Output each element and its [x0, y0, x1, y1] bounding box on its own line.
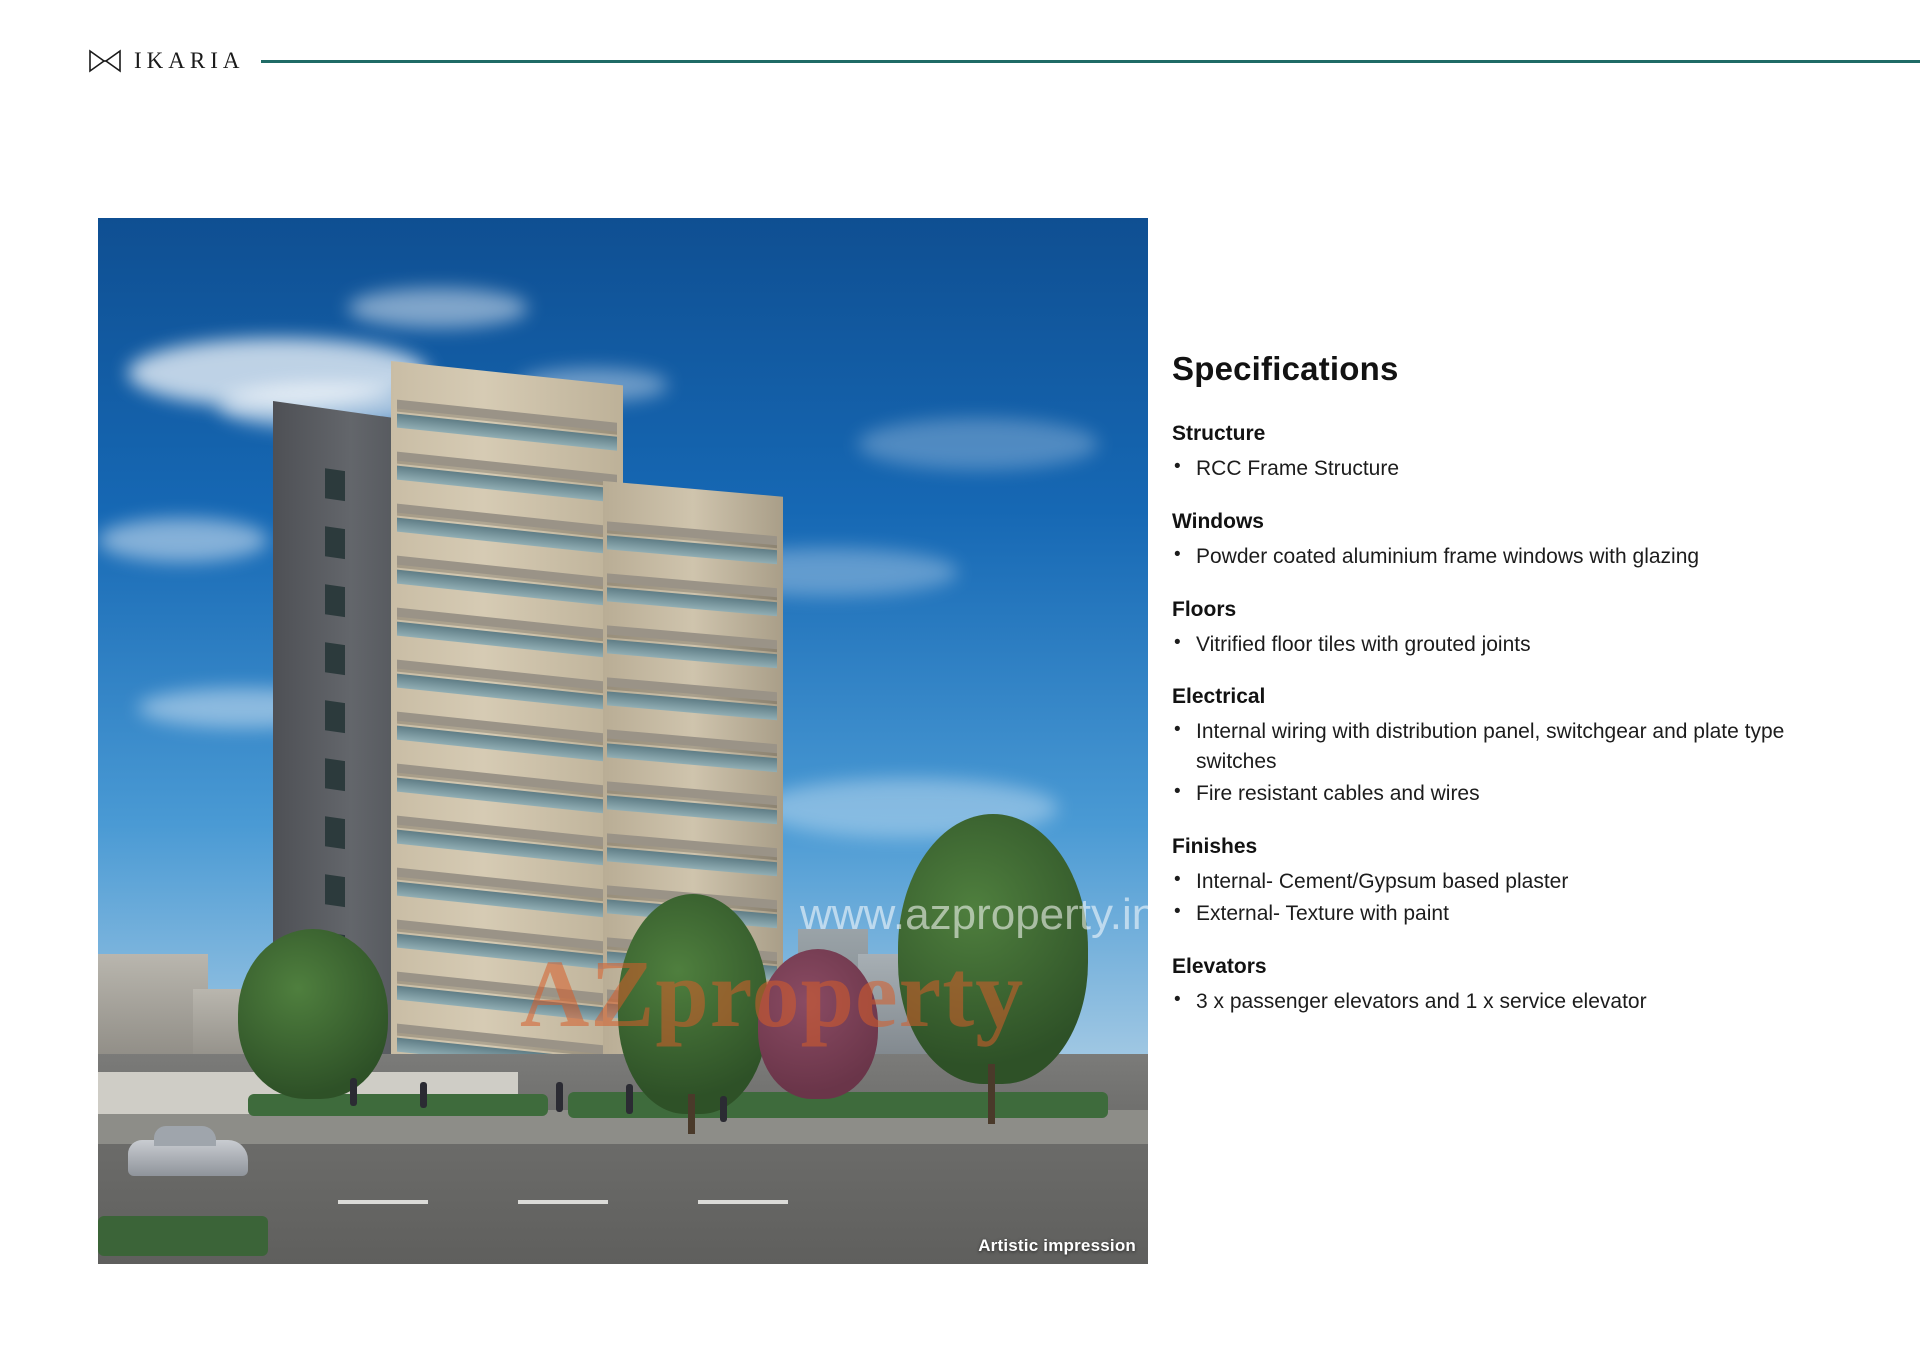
spec-item: • RCC Frame Structure: [1172, 454, 1852, 484]
spec-heading: Elevators: [1172, 954, 1267, 978]
pedestrian: [626, 1084, 633, 1114]
spec-list: [1172, 987, 1852, 1017]
spec-group-structure: [1172, 422, 1852, 484]
tree: [898, 814, 1088, 1084]
pedestrian: [350, 1078, 357, 1106]
brand-name: IKARIA: [134, 48, 245, 73]
spec-list: [1172, 630, 1852, 660]
brand-logo: [88, 48, 245, 74]
watermark-brand: AZproperty: [520, 940, 1025, 1047]
page-header: [0, 38, 1920, 84]
spec-item: • Fire resistant cables and wires: [1172, 779, 1852, 809]
spec-list: [1172, 717, 1852, 808]
watermark-url: www.azproperty.in: [800, 890, 1157, 939]
tree: [238, 929, 388, 1099]
tree: [618, 894, 768, 1114]
cloud: [98, 518, 268, 562]
background-building: [98, 954, 208, 1064]
specifications-panel: [1172, 350, 1852, 1042]
building-exterior-render: [98, 218, 1148, 1264]
flowering-tree: [758, 949, 878, 1099]
cloud: [858, 418, 1098, 470]
spec-group-elevators: [1172, 955, 1852, 1017]
page-title: Specifications: [1172, 350, 1399, 387]
spec-group-windows: [1172, 510, 1852, 572]
spec-heading: Finishes: [1172, 834, 1258, 858]
spec-list: [1172, 542, 1852, 572]
road-marking: [338, 1200, 428, 1204]
image-caption: Artistic impression: [978, 1236, 1136, 1255]
spec-group-electrical: [1172, 685, 1852, 808]
spec-heading: Floors: [1172, 597, 1237, 621]
spec-list: [1172, 867, 1852, 929]
spec-group-floors: [1172, 598, 1852, 660]
tree-trunk: [988, 1064, 995, 1124]
spec-group-finishes: [1172, 835, 1852, 929]
car: [128, 1140, 248, 1176]
spec-item: • Internal wiring with distribution panel, switchgear and plate type switches: [1172, 717, 1852, 777]
header-divider: [261, 60, 1920, 63]
bowtie-mark-icon: [88, 48, 122, 74]
spec-item: • External- Texture with paint: [1172, 899, 1852, 929]
spec-heading: Electrical: [1172, 685, 1266, 709]
spec-item: • Vitrified floor tiles with grouted joints: [1172, 630, 1852, 660]
spec-heading: Windows: [1172, 509, 1264, 533]
pedestrian: [420, 1082, 427, 1108]
spec-heading: Structure: [1172, 422, 1266, 445]
road-marking: [518, 1200, 608, 1204]
spec-list: [1172, 454, 1852, 484]
tree-trunk: [688, 1094, 695, 1134]
spec-item: • 3 x passenger elevators and 1 x service elevator: [1172, 987, 1852, 1017]
spec-item: • Powder coated aluminium frame windows with glazing: [1172, 542, 1852, 572]
road-marking: [698, 1200, 788, 1204]
spec-item: • Internal- Cement/Gypsum based plaster: [1172, 867, 1852, 897]
pedestrian: [556, 1082, 563, 1112]
hedge: [98, 1216, 268, 1256]
tower-front-facade: [391, 361, 623, 1145]
cyclist: [720, 1096, 727, 1122]
cloud: [348, 288, 528, 328]
